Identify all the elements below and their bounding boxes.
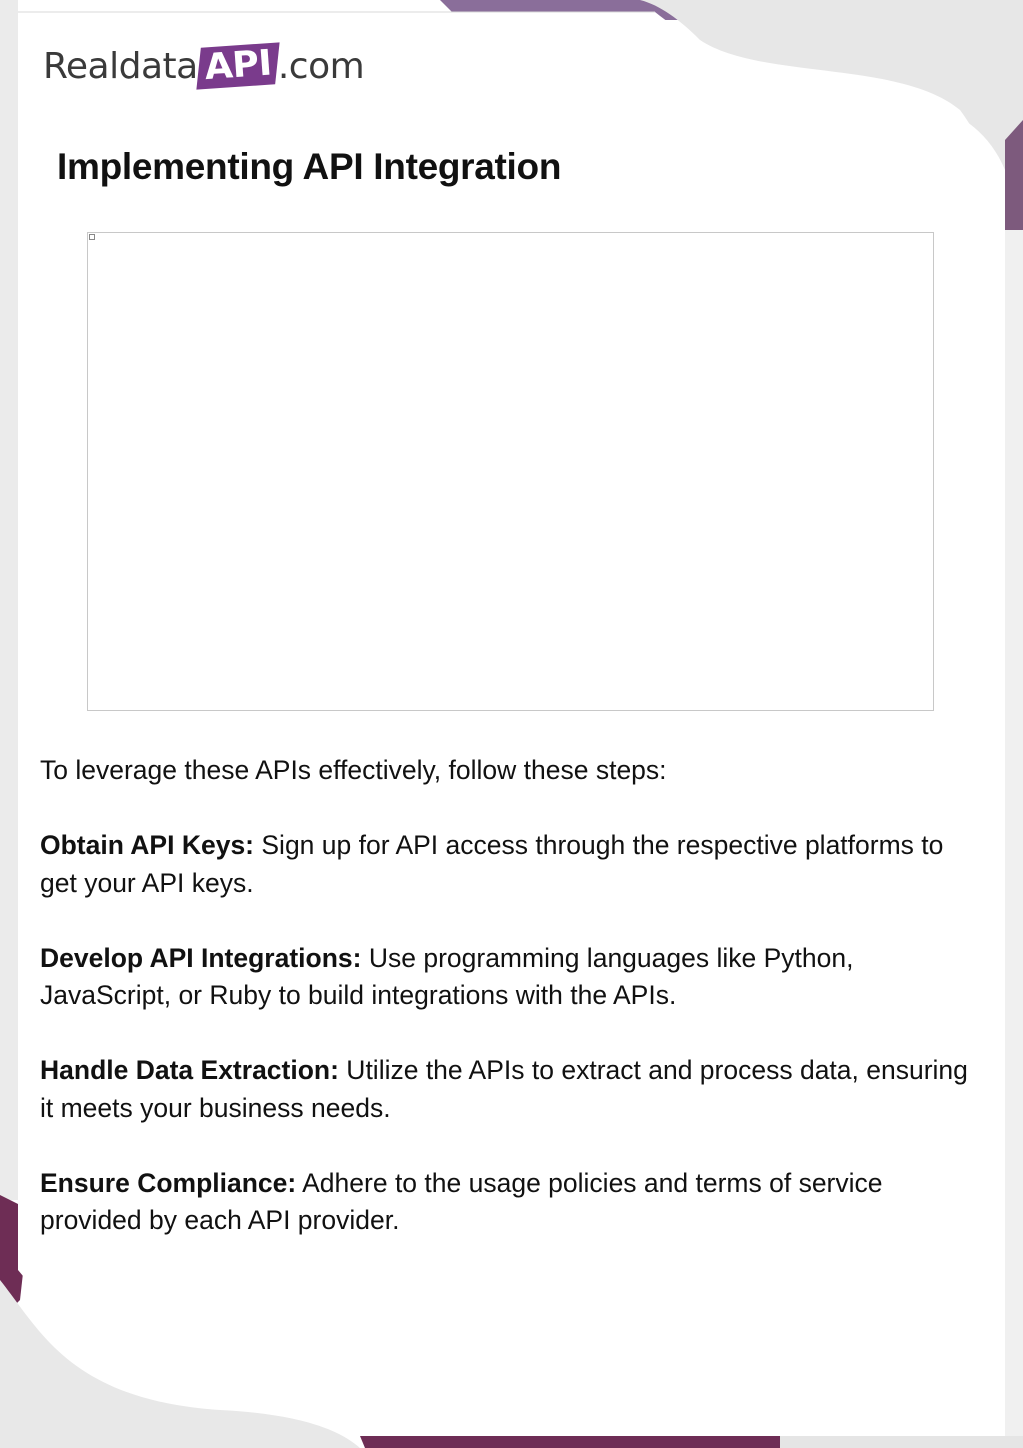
step-develop-api-integrations (40, 940, 970, 1015)
broken-image-icon (89, 234, 95, 240)
step-heading: Ensure Compliance: (40, 1167, 297, 1198)
step-obtain-api-keys (40, 827, 970, 902)
logo-api-box (196, 42, 279, 89)
realdataapi-logo (43, 40, 364, 92)
step-text: Sign up for API access through the respective platforms to get your API keys. (40, 830, 944, 898)
intro-text: To leverage these APIs effectively, follow these steps: (40, 755, 667, 785)
content-body (40, 752, 970, 1277)
logo-suffix: .com (277, 45, 365, 87)
image-placeholder (87, 232, 934, 711)
step-text: Adhere to the usage policies and terms of service provided by each API provider. (40, 1167, 883, 1235)
step-heading: Develop API Integrations: (40, 942, 362, 973)
step-heading: Handle Data Extraction: (40, 1055, 339, 1085)
step-heading: Obtain API Keys: (40, 830, 255, 860)
step-text: Use programming languages like Python, JavaScript, or Ruby to build integrations with the APIs. (40, 942, 854, 1010)
step-text: Utilize the APIs to extract and process data, ensuring it meets your business needs. (40, 1055, 968, 1123)
logo-prefix: Realdata (43, 45, 198, 87)
step-ensure-compliance (40, 1165, 970, 1240)
page-title: Implementing API Integration (57, 146, 562, 187)
step-handle-data-extraction (40, 1052, 970, 1127)
logo-api: API (202, 43, 273, 89)
